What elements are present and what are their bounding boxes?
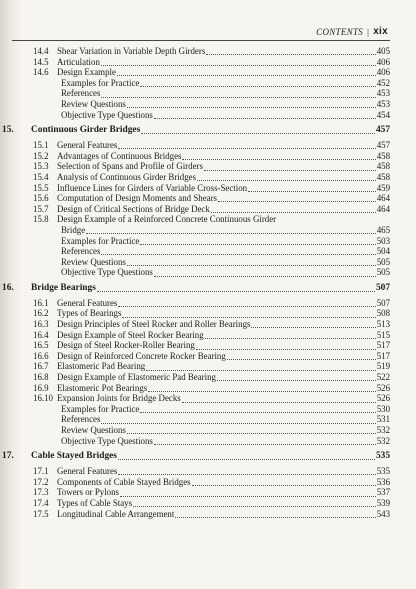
toc-entry [0,236,390,247]
entry-title: Examples for Practice [61,77,140,88]
dot-leader [154,437,376,445]
entry-title: Design of Critical Sections of Bridge Deck [57,203,210,214]
entry-number: 16. [2,282,14,293]
toc-entry [0,161,390,172]
entry-title: General Features [57,140,118,151]
entry-number: 17.1 [33,466,49,477]
entry-page-number: 508 [376,308,390,319]
entry-page-number: 530 [376,403,390,414]
entry-title: Expansion Joints for Bridge Decks [57,393,181,404]
toc-entry [0,99,390,110]
entry-title: Objective Type Questions [61,109,153,120]
toc-entry [0,477,390,488]
header-separator: | [367,26,370,37]
entry-page-number: 522 [376,372,390,383]
toc-entry [0,183,390,194]
dot-leader [211,205,376,213]
toc-entry [0,319,390,330]
entry-page-number: 535 [375,451,390,462]
dot-leader [205,331,376,339]
header-page-number: xix [373,26,388,37]
entry-page-number: 519 [376,361,390,372]
dot-leader [118,452,375,460]
header-label: CONTENTS [316,26,364,37]
entry-page-number: 457 [376,140,390,151]
entry-number: 14.4 [33,46,49,56]
toc-entry [0,46,390,57]
entry-number: 14.6 [33,67,49,78]
entry-number: 16.10 [33,393,53,404]
entry-title: Analysis of Continuous Girder Bridges [57,171,197,182]
entry-title: Towers or Pylons [57,487,119,498]
dot-leader [196,342,376,350]
toc-entry [0,330,390,341]
entry-page-number: 405 [376,46,390,56]
toc-entry [0,267,390,278]
toc-entry [0,246,390,257]
dot-leader [118,299,375,307]
entry-title: Review Questions [61,98,126,109]
header-rule [12,40,390,41]
toc-entry [0,151,390,162]
entry-title: Shear Variation in Variable Depth Girders [57,46,206,56]
toc-entry [0,214,390,225]
entry-page-number: 507 [376,297,390,308]
entry-number: 17.2 [33,476,49,487]
entry-page-number: 507 [375,282,390,293]
entry-title: References [61,414,101,425]
entry-page-number: 526 [376,382,390,393]
dot-leader [140,405,375,413]
toc-entry [0,414,390,425]
entry-title: Articulation [57,56,100,67]
toc-chapter-entry [0,282,390,294]
entry-number: 17.5 [33,508,49,519]
dot-leader [141,126,375,134]
entry-page-number: 517 [376,350,390,361]
entry-page-number: 458 [376,150,390,161]
dot-leader [218,194,376,202]
entry-title: Computation of Design Moments and Shears [57,193,217,204]
entry-page-number: 526 [376,393,390,404]
entry-page-number: 453 [376,88,390,99]
entry-number: 14.5 [33,56,49,67]
toc-entry [0,393,390,404]
entry-page-number: 539 [376,497,390,508]
entry-page-number: 458 [376,171,390,182]
toc-entry [0,509,390,520]
dot-leader [86,226,376,234]
dot-leader [120,489,376,497]
dot-leader [117,68,376,76]
dot-leader [140,79,375,87]
toc-entry [0,436,390,447]
toc-entry [0,498,390,509]
entry-number: 15.1 [33,140,49,151]
entry-page-number: 505 [376,267,390,278]
entry-number: 16.5 [33,340,49,351]
dot-leader [101,90,375,98]
table-of-contents [0,46,390,519]
entry-title: Design Example [57,67,116,78]
dot-leader [154,111,376,119]
entry-page-number: 465 [376,224,390,235]
entry-number: 15.2 [33,150,49,161]
toc-entry [0,351,390,362]
entry-title: Selection of Spans and Profile of Girders [57,161,203,172]
entry-number: 16.4 [33,329,49,340]
entry-page-number: 406 [376,56,390,67]
entry-number: 15.8 [33,214,49,225]
entry-page-number: 513 [376,319,390,330]
dot-leader [204,163,376,171]
toc-entry [0,298,390,309]
entry-number: 16.1 [33,297,49,308]
entry-title: Bridge [61,224,86,235]
toc-entry [0,225,390,236]
entry-title: General Features [57,297,118,308]
entry-title: Objective Type Questions [61,267,153,278]
toc-entry [0,487,390,498]
dot-leader [127,426,376,434]
entry-page-number: 531 [376,414,390,425]
toc-entry [0,383,390,394]
dot-leader [97,284,375,292]
entry-title: Types of Bearings [57,308,122,319]
entry-title: Advantages of Continuous Bridges [57,150,182,161]
entry-number: 17. [2,451,14,462]
entry-title: Cable Stayed Bridges [31,451,117,462]
toc-entry [0,67,390,78]
entry-number: 15.5 [33,182,49,193]
entry-page-number: 454 [376,109,390,120]
entry-page-number: 537 [376,487,390,498]
entry-title: Review Questions [61,425,126,435]
entry-title: Design Example of a Reinforced Concrete Continuous Girder [57,214,277,225]
entry-page-number: 517 [376,340,390,351]
entry-title: Design of Steel Rocker-Roller Bearing [57,340,195,351]
dot-leader [122,310,375,318]
entry-page-number: 464 [376,193,390,204]
dot-leader [182,152,375,160]
toc-entry [0,204,390,215]
dot-leader [146,363,375,371]
dot-leader [101,58,376,66]
entry-number: 17.4 [33,497,49,508]
dot-leader [118,141,375,149]
toc-entry [0,172,390,183]
toc-entry [0,340,390,351]
dot-leader [251,320,375,328]
dot-leader [192,478,376,486]
entry-number: 15. [2,125,14,136]
dot-leader [206,47,375,55]
entry-title: Continuous Girder Bridges [31,125,141,136]
entry-title: Examples for Practice [61,403,140,414]
dot-leader [154,269,376,277]
entry-number: 17.3 [33,487,49,498]
entry-page-number: 458 [376,161,390,172]
entry-page-number: 532 [376,435,390,446]
toc-entry [0,466,390,477]
dot-leader [140,237,375,245]
toc-chapter-entry [0,124,390,136]
entry-number: 15.4 [33,171,49,182]
entry-title: Design of Reinforced Concrete Rocker Bearing [57,350,226,361]
toc-entry [0,57,390,68]
dot-leader [227,352,376,360]
dot-leader [133,499,376,507]
entry-title: Design Principles of Steel Rocker and Roller Bearings [57,319,251,330]
entry-page-number: 536 [376,476,390,487]
toc-entry [0,361,390,372]
toc-entry [0,88,390,99]
entry-title: Components of Cable Stayed Bridges [57,476,191,487]
dot-leader [118,467,375,475]
entry-page-number: 535 [376,466,390,477]
toc-chapter-entry [0,450,390,462]
entry-number: 16.6 [33,350,49,361]
entry-title: Examples for Practice [61,235,140,246]
dot-leader [101,416,375,424]
dot-leader [175,510,375,518]
dot-leader [217,373,376,381]
toc-entry [0,257,390,268]
entry-title: Design Example of Steel Rocker Bearing [57,329,204,340]
dot-leader [248,184,376,192]
dot-leader [197,173,376,181]
toc-entry [0,193,390,204]
entry-page-number: 452 [376,77,390,88]
toc-entry [0,110,390,121]
entry-number: 16.2 [33,308,49,319]
entry-page-number: 505 [376,256,390,267]
entry-page-number: 543 [376,508,390,519]
entry-page-number: 503 [376,235,390,246]
toc-entry [0,78,390,89]
entry-page-number: 457 [375,125,390,136]
dot-leader [127,100,376,108]
entry-title: Influence Lines for Girders of Variable Cross-Section [57,182,248,193]
entry-title: Objective Type Questions [61,435,153,446]
entry-page-number: 406 [376,67,390,78]
dot-leader [148,384,375,392]
entry-page-number: 459 [376,182,390,193]
entry-title: Review Questions [61,256,126,267]
entry-title: Elastomeric Pad Bearing [57,361,146,372]
toc-entry [0,308,390,319]
entry-title: References [61,88,101,99]
dot-leader [101,247,375,255]
entry-title: General Features [57,466,118,477]
entry-number: 16.7 [33,361,49,372]
entry-title: Longitudinal Cable Arrangement [57,508,175,519]
entry-title: Elastomeric Pot Bearings [57,382,148,393]
entry-page-number: 464 [376,203,390,214]
entry-page-number: 453 [376,98,390,109]
entry-title: References [61,246,101,257]
dot-leader [182,395,376,403]
entry-title: Design Example of Elastomeric Pad Bearing [57,372,216,383]
entry-number: 15.7 [33,203,49,214]
entry-number: 15.3 [33,161,49,172]
entry-title: Bridge Bearings [31,282,96,293]
toc-entry [0,404,390,415]
dot-leader [127,258,376,266]
entry-page-number: 532 [376,425,390,435]
entry-number: 16.3 [33,319,49,330]
entry-page-number: 504 [376,246,390,257]
entry-number: 16.8 [33,372,49,383]
entry-number: 15.6 [33,193,49,204]
entry-title: Types of Cable Stays [57,497,133,508]
toc-entry [0,425,390,436]
entry-page-number: 515 [376,329,390,340]
running-header [316,26,388,37]
toc-entry [0,372,390,383]
entry-number: 16.9 [33,382,49,393]
toc-entry [0,140,390,151]
